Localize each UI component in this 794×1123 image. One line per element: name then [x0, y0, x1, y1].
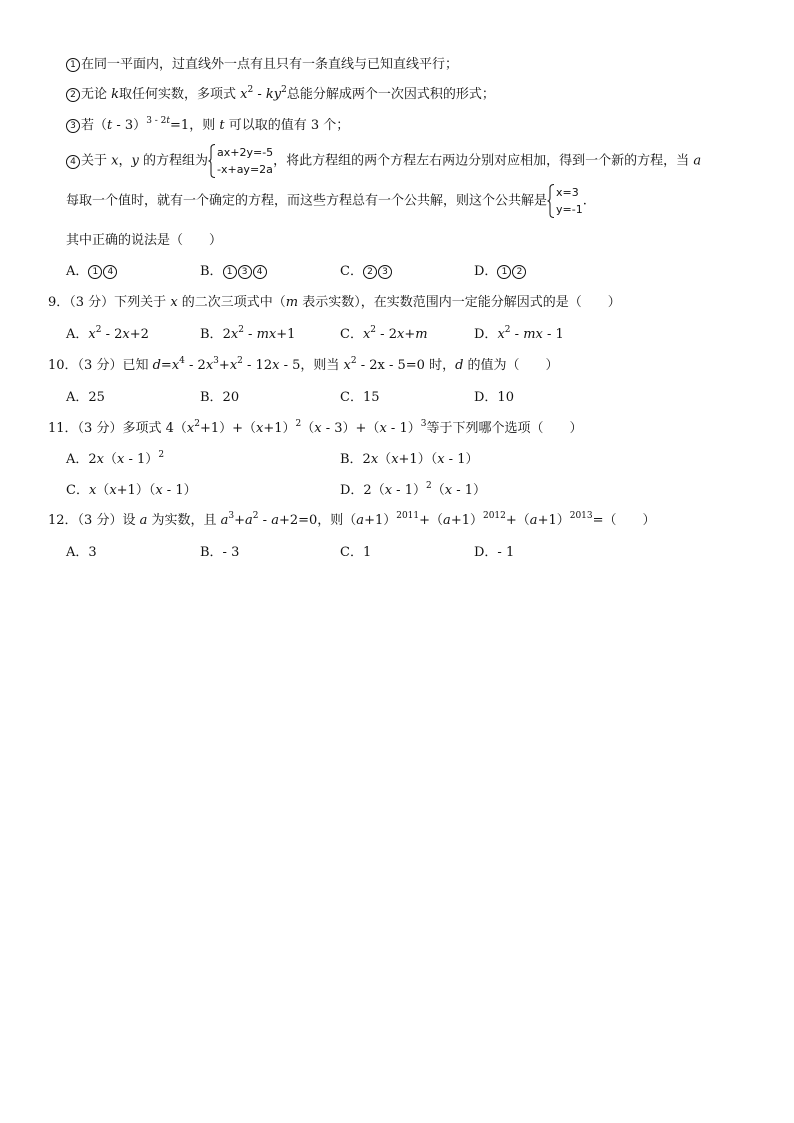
q9-option-d: D．$x^2$ - mx - 1: [474, 325, 564, 342]
circled-number: 2: [66, 88, 80, 102]
question-12: 12．（3 分）设 a 为实数，且 $a^3+a^2 - a+2=0$，则$(a+1)^{2011}+(a+1)^{2012}+(a+1)^{2013}=$（ ）: [48, 511, 656, 528]
equation-2: -x+ay=2a: [217, 163, 273, 176]
q11-option-b: B．2x（x+1）（x - 1）: [340, 452, 479, 467]
q12-option-a: A．3: [66, 545, 97, 560]
q10-option-b: B．20: [200, 390, 240, 405]
question-10: 10．（3 分）已知 $d=x^4 - 2x^3+x^2 - 12x - 5$，则当 $x^2 - 2x - 5=0$ 时，d 的值为（ ）: [48, 356, 559, 373]
q10-option-a: A．25: [66, 390, 105, 405]
q8-option-c: C． 2 3: [340, 263, 393, 281]
solution-system: x=3 y=-1: [547, 184, 583, 218]
equation-system: [208, 144, 273, 178]
question-11: 11．（3 分）多项式 $4(x^2+1)+(x+1)^2(x - 3)+(x - 1)^3$等于下列哪个选项（ ）: [48, 419, 583, 436]
statement-1: [66, 56, 458, 74]
statement-4: 4 关于 x，y 的方程组为 ax+2y=-5 -x+ay=2a ，将此方程组的两个方程左右两边分别对应相加，得到一个新的方程，当 a: [66, 144, 701, 179]
q9-option-b: B．$2x^2 - mx+1$: [200, 325, 296, 342]
statement-1-text: 在同一平面内，过直线外一点有且只有一条直线与已知直线平行；: [81, 57, 459, 72]
q11-option-c: C．x（x+1）（x - 1）: [66, 483, 197, 498]
question-8-prompt: 其中正确的说法是（ ）: [66, 233, 223, 248]
q11-option-d: D．2（x - 1）$^2$（x - 1）: [340, 481, 487, 498]
q10-option-d: D．10: [474, 390, 514, 405]
q10-option-c: C．15: [340, 390, 380, 405]
question-9: 9．（3 分）下列关于 x 的二次三项式中（m 表示实数），在实数范围内一定能分解因式的是（ ）: [48, 295, 621, 310]
circled-number: 1: [66, 58, 80, 72]
brace-icon: [208, 144, 216, 178]
q11-option-a: A．2x（x - 1）$^2$: [66, 450, 165, 467]
q8-option-b: B． 1 3 4: [200, 263, 268, 281]
q9-option-a: A．$x^2 - 2x+2$: [66, 325, 149, 342]
q9-option-c: C．$x^2 - 2x+m$: [340, 325, 428, 342]
statement-4-continued: 每取一个值时，就有一个确定的方程，而这些方程总有一个公共解，则这个公共解是 x=3 y=-1 .: [66, 186, 587, 216]
q12-option-b: B．- 3: [200, 545, 240, 560]
equation-1: ax+2y=-5: [217, 146, 274, 159]
q12-option-c: C．1: [340, 545, 372, 560]
brace-icon: [547, 184, 555, 218]
q12-option-d: D．- 1: [474, 545, 515, 560]
circled-number: 3: [66, 119, 80, 133]
q8-option-d: D． 1 2: [474, 263, 527, 281]
circled-number: 4: [66, 155, 80, 169]
q8-option-a: A． 1 4: [66, 263, 118, 281]
statement-2: 2 无论 k取任何实数，多项式 $x^2 - ky^2$总能分解成两个一次因式积的形式；: [66, 86, 495, 104]
statement-3: 3 若（t - 3）$^{3 - 2t}$=1，则 t 可以取的值有 3 个；: [66, 117, 349, 135]
